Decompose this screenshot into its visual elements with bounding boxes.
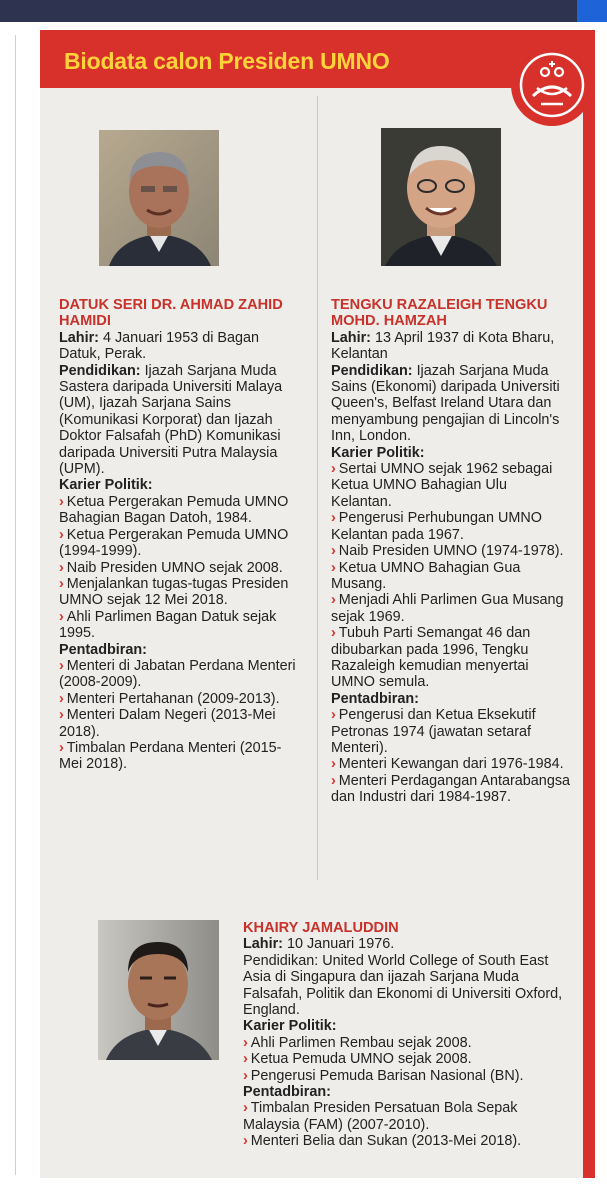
chevron-right-icon: › xyxy=(331,510,336,527)
chevron-right-icon: › xyxy=(59,559,64,576)
chevron-right-icon: › xyxy=(59,657,64,674)
chevron-right-icon: › xyxy=(59,526,64,543)
list-item: › Menteri Dalam Negeri (2013-Mei 2018). xyxy=(59,707,276,740)
chevron-right-icon: › xyxy=(243,1067,248,1084)
list-item: › Pengerusi Perhubungan UMNO Kelantan pada 1967. xyxy=(331,510,542,543)
list-item: › Timbalan Presiden Persatuan Bola Sepak Malaysia (FAM) (2007-2010). xyxy=(243,1100,518,1133)
chevron-right-icon: › xyxy=(59,493,64,510)
pendidikan-text: Ijazah Sarjana Muda Sains (Ekonomi) daripada Universiti Queen's, Belfast Ireland Utara dan menyambung pengajian di Lincoln's Inn, London. xyxy=(331,362,560,445)
list-item: › Ahli Parlimen Rembau sejak 2008. xyxy=(243,1034,472,1051)
lahir-text: 10 Januari 1976. xyxy=(286,936,395,953)
chevron-right-icon: › xyxy=(331,543,336,560)
list-item: › Ketua Pergerakan Pemuda UMNO (1994-1999). xyxy=(59,526,289,560)
chevron-right-icon: › xyxy=(243,1133,248,1150)
list-item: › Menteri Kewangan dari 1976-1984. xyxy=(331,756,564,773)
list-item: › Ketua UMNO Bahagian Gua Musang. xyxy=(331,559,521,592)
karier-heading: Karier Politik: xyxy=(331,444,425,461)
list-item: › Menjalankan tugas-tugas Presiden UMNO sejak 12 Mei 2018. xyxy=(59,575,289,609)
lahir-text: 13 April 1937 di Kota Bharu, Kelantan xyxy=(331,329,555,363)
top-bar-accent xyxy=(577,0,607,22)
candidate-name: TENGKU RAZALEIGH TENGKU MOHD. HAMZAH xyxy=(331,297,548,330)
candidate-photo-khairy xyxy=(98,920,219,1060)
list-item: › Pengerusi dan Ketua Eksekutif Petronas 1974 (jawatan setaraf Menteri). xyxy=(331,707,536,756)
umno-logo xyxy=(511,44,593,126)
candidate-name: KHAIRY JAMALUDDIN xyxy=(243,920,399,936)
karier-heading: Karier Politik: xyxy=(243,1018,337,1035)
list-item: › Menteri di Jabatan Perdana Menteri (2008-2009). xyxy=(59,657,296,691)
candidate-photo-razaleigh xyxy=(381,128,501,266)
list-item: › Timbalan Perdana Menteri (2015-Mei 2018). xyxy=(59,739,282,773)
chevron-right-icon: › xyxy=(331,772,336,789)
chevron-right-icon: › xyxy=(59,608,64,625)
chevron-right-icon: › xyxy=(243,1100,248,1117)
chevron-right-icon: › xyxy=(59,707,64,724)
lahir-label: Lahir: xyxy=(59,329,99,346)
list-item: › Menteri Belia dan Sukan (2013-Mei 2018). xyxy=(243,1133,522,1150)
list-item: › Ketua Pergerakan Pemuda UMNO Bahagian Bagan Datoh, 1984. xyxy=(59,493,289,527)
pendidikan-label: Pendidikan: xyxy=(243,952,319,969)
chevron-right-icon: › xyxy=(331,707,336,724)
chevron-right-icon: › xyxy=(243,1034,248,1051)
chevron-right-icon: › xyxy=(331,461,336,478)
chevron-right-icon: › xyxy=(331,592,336,609)
list-item: › Ketua Pemuda UMNO sejak 2008. xyxy=(243,1051,472,1068)
list-item: › Pengerusi Pemuda Barisan Nasional (BN). xyxy=(243,1067,524,1084)
chevron-right-icon: › xyxy=(59,739,64,756)
list-item: › Naib Presiden UMNO sejak 2008. xyxy=(59,559,283,576)
pentadbiran-heading: Pentadbiran: xyxy=(243,1084,331,1101)
pentadbiran-heading: Pentadbiran: xyxy=(331,690,419,707)
pendidikan-label: Pendidikan: xyxy=(59,362,141,379)
chevron-right-icon: › xyxy=(243,1051,248,1068)
list-item: › Menteri Pertahanan (2009-2013). xyxy=(59,690,280,707)
candidate-photo-zahid xyxy=(99,130,219,266)
candidate-bio-zahid xyxy=(59,297,299,773)
keris-emblem-icon xyxy=(511,44,593,126)
lahir-text: 4 Januari 1953 di Bagan Datuk, Perak. xyxy=(59,329,260,363)
pendidikan-text: Ijazah Sarjana Muda Sastera daripada Universiti Malaya (UM), Ijazah Sarjana Sains (Komunikasi Korporat) dan Ijazah Doktor Falsafah (PhD) Komunikasi daripada Universiti Putra Malaysia (UPM). xyxy=(59,362,283,478)
candidate-bio-razaleigh xyxy=(331,297,571,806)
chevron-right-icon: › xyxy=(59,575,64,592)
list-item: › Sertai UMNO sejak 1962 sebagai Ketua UMNO Bahagian Ulu Kelantan. xyxy=(331,461,553,510)
list-item: › Ahli Parlimen Bagan Datuk sejak 1995. xyxy=(59,608,277,642)
infographic-title: Biodata calon Presiden UMNO xyxy=(64,48,390,74)
candidate-bio-khairy xyxy=(243,920,568,1150)
chevron-right-icon: › xyxy=(331,625,336,642)
chevron-right-icon: › xyxy=(331,756,336,773)
page-margin-line xyxy=(15,35,16,1175)
candidate-name: DATUK SERI DR. AHMAD ZAHID HAMIDI xyxy=(59,297,283,330)
column-divider xyxy=(317,96,318,880)
top-bar xyxy=(0,0,607,22)
pentadbiran-heading: Pentadbiran: xyxy=(59,641,147,658)
pendidikan-text: United World College of South East Asia di Singapura dan ijazah Sarjana Muda Falsafah, Politik dan Ekonomi di Universiti Oxford, England. xyxy=(243,952,563,1019)
pendidikan-label: Pendidikan: xyxy=(331,362,413,379)
list-item: › Menjadi Ahli Parlimen Gua Musang sejak 1969. xyxy=(331,592,564,625)
karier-heading: Karier Politik: xyxy=(59,477,153,494)
list-item: › Menteri Perdagangan Antarabangsa dan Industri dari 1984-1987. xyxy=(331,772,571,806)
lahir-label: Lahir: xyxy=(331,329,371,346)
list-item: › Naib Presiden UMNO (1974-1978). xyxy=(331,543,564,560)
list-item: › Tubuh Parti Semangat 46 dan dibubarkan pada 1996, Tengku Razaleigh kemudian menyertai UMNO semula. xyxy=(331,625,531,691)
lahir-label: Lahir: xyxy=(243,936,283,953)
chevron-right-icon: › xyxy=(331,559,336,576)
chevron-right-icon: › xyxy=(59,690,64,707)
panel-right-border xyxy=(583,30,595,1178)
